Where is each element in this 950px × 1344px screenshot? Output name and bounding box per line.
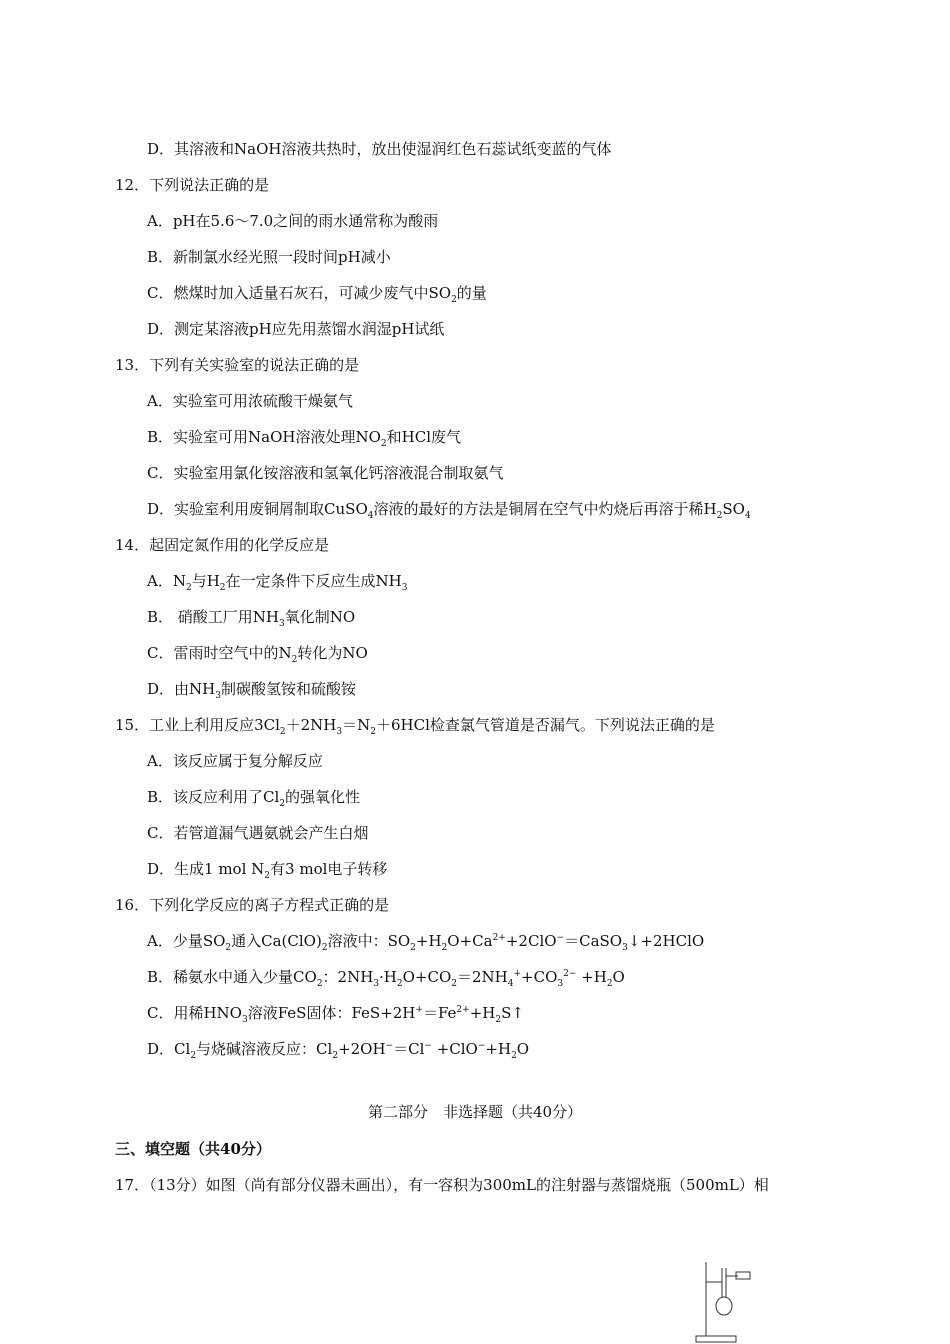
part-two-title: 第二部分 非选择题（共40分） — [367, 1103, 583, 1121]
option-16-b: B．稀氨水中通入少量$CO_2$：$2NH_3\cdot H_2O+CO_2=2NH_4^++CO_3^{2-} +H_2O$ — [147, 968, 625, 989]
option-11-d: D．其溶液和NaOH溶液共热时，放出使湿润红色石蕊试纸变蓝的气体 — [147, 140, 612, 158]
option-13-d: D．实验室利用废铜屑制取CuSO$_4$溶液的最好的方法是铜屑在空气中灼烧后再溶于稀$H_2SO_4$ — [147, 500, 751, 521]
distilling-flask — [716, 1297, 732, 1315]
option-13-b: B．实验室可用NaOH溶液处理$NO_2$和HCl废气 — [147, 428, 461, 449]
option-14-d: D．由$NH_3$制碳酸氢铵和硫酸铵 — [147, 680, 356, 701]
section-three-title: 三、填空题（共40分） — [115, 1140, 271, 1158]
question-13-stem: 13．下列有关实验室的说法正确的是 — [115, 356, 360, 374]
option-13-c: C．实验室用氯化铵溶液和氢氧化钙溶液混合制取氨气 — [147, 464, 504, 482]
option-14-a: A．$N_2$与$H_2$在一定条件下反应生成$NH_3$ — [147, 572, 408, 593]
question-17-stem: 17．（13分）如图（尚有部分仪器未画出），有一容积为300mL的注射器与蒸馏烧瓶（500mL）相 — [115, 1176, 769, 1194]
question-12-stem: 12．下列说法正确的是 — [115, 176, 270, 194]
syringe — [736, 1272, 750, 1279]
option-15-c: C．若管道漏气遇氨就会产生白烟 — [147, 824, 369, 842]
question-15-stem: 15．工业上利用反应$3Cl_2+2NH_3=N_2+6HCl$检查氯气管道是否漏气。下列说法正确的是 — [115, 716, 715, 737]
option-16-d: D．$Cl_2$与烧碱溶液反应：$Cl_2+2OH^-=Cl^- +ClO^-+H_2O$ — [147, 1040, 530, 1061]
question-16-stem: 16．下列化学反应的离子方程式正确的是 — [115, 896, 390, 914]
option-14-b: B． 硝酸工厂用$NH_3$氧化制NO — [147, 608, 356, 629]
option-16-a: A．少量$SO_2$通入$Ca(ClO)_2$溶液中：$SO_2+H_2O+Ca^{2+}+2ClO^-=CaSO_3↓+2HClO$ — [147, 932, 705, 953]
option-12-a: A．pH在5.6～7.0之间的雨水通常称为酸雨 — [147, 212, 439, 230]
option-12-d: D．测定某溶液pH应先用蒸馏水润湿pH试纸 — [147, 320, 445, 338]
option-12-b: B．新制氯水经光照一段时间pH减小 — [147, 248, 391, 266]
option-14-c: C．雷雨时空气中的$N_2$转化为NO — [147, 644, 368, 665]
option-13-a: A．实验室可用浓硫酸干燥氨气 — [147, 392, 353, 410]
apparatus-figure — [692, 1258, 754, 1344]
option-15-b: B．该反应利用了$Cl_2$的强氧化性 — [147, 788, 361, 809]
iron-stand-base — [696, 1336, 736, 1342]
option-16-c: C．用稀$HNO_3$溶液FeS固体：$FeS+2H^+=Fe^{2+}+H_2S↑$ — [147, 1004, 524, 1025]
option-15-d: D．生成1 mol $N_2$有3 mol电子转移 — [147, 860, 388, 881]
question-14-stem: 14．起固定氮作用的化学反应是 — [115, 536, 330, 554]
option-15-a: A．该反应属于复分解反应 — [147, 752, 323, 770]
option-12-c: C．燃煤时加入适量石灰石，可减少废气中$SO_2$的量 — [147, 284, 487, 305]
